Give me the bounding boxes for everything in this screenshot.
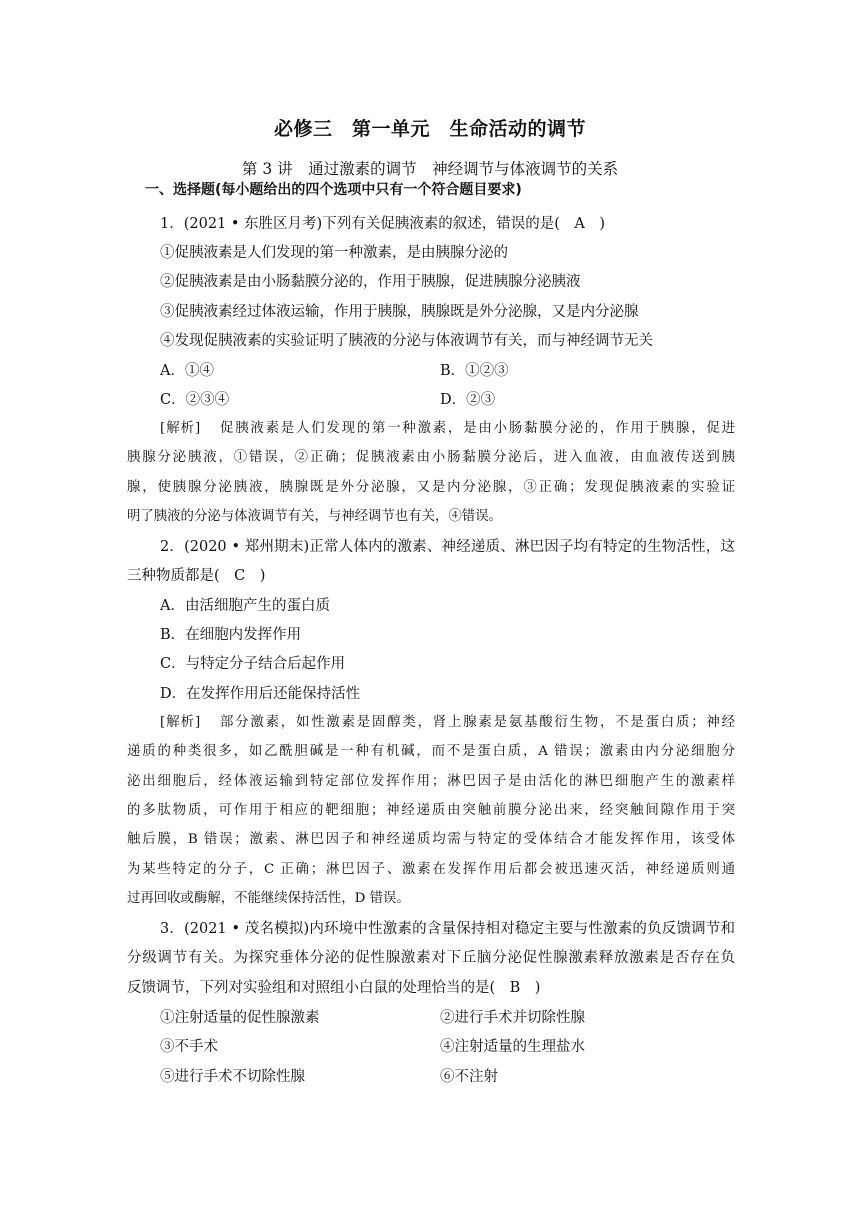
question-stem: 3．(2021 • 茂名模拟)内环境中性激素的含量保持相对稳定主要与性激素的负反馈调节和 [160,921,735,937]
option-c: C．②③④ [160,392,230,408]
treatment-item: ①注射适量的促性腺激素 [160,1010,320,1026]
analysis-line: 递质的种类很多，如乙酰胆碱是一种有机碱，而不是蛋白质，A 错误；激素由内分泌细胞分 [127,744,735,759]
option-b: B．①②③ [440,363,509,379]
analysis-line: 胰腺分泌胰液，①错误，②正确；促胰液素由小肠黏膜分泌后，进入血液，由血液传送到胰 [127,450,735,465]
analysis-line: 过再回收或酶解，不能继续保持活性，D 错误。 [127,891,410,906]
treatment-item: ⑤进行手术不切除性腺 [160,1069,305,1085]
page-title: 必修三 第一单元 生命活动的调节 [273,118,586,140]
analysis-line: 泌出细胞后，经体液运输到特定部位发挥作用；淋巴因子是由活化的淋巴细胞产生的激素样 [127,774,735,789]
question-stem: 1．(2021 • 东胜区月考)下列有关促胰液素的叙述，错误的是( A ) [160,216,605,232]
analysis-line: 明了胰液的分泌与体液调节有关，与神经调节也有关，④错误。 [127,509,502,524]
treatment-item: ③不手术 [160,1039,218,1055]
treatment-item: ④注射适量的生理盐水 [440,1039,585,1055]
statement-item: ②促胰液素是由小肠黏膜分泌的，作用于胰腺，促进胰腺分泌胰液 [160,274,581,290]
analysis-line: 为某些特定的分子，C 正确；淋巴因子、激素在发挥作用后都会被迅速灭活，神经递质则通 [127,862,735,877]
analysis-line: 促胰液素是人们发现的第一种激素，是由小肠黏膜分泌的，作用于胰腺，促进 [220,421,735,436]
analysis-tag: [解析] [160,421,202,436]
analysis-line: 腺，使胰腺分泌胰液，胰腺既是外分泌腺，又是内分泌腺，③正确；发现促胰液素的实验证 [127,480,735,495]
analysis-tag: [解析] [160,715,202,730]
statement-item: ③促胰液素经过体液运输，作用于胰腺，胰腺既是外分泌腺，又是内分泌腺 [160,304,639,320]
analysis-line: 触后膜，B 错误；激素、淋巴因子和神经递质均需与特定的受体结合才能发挥作用，该受体 [127,832,735,847]
question-stem: 2．(2020 • 郑州期末)正常人体内的激素、神经递质、淋巴因子均有特定的生物活性，这 [160,539,735,555]
treatment-item: ②进行手术并切除性腺 [440,1010,585,1026]
option-b: B．在细胞内发挥作用 [160,627,302,643]
analysis-line: 的多肽物质，可作用于相应的靶细胞；神经递质由突触前膜分泌出来，经突触间隙作用于突 [127,803,735,818]
lecture-subtitle: 第 3 讲 通过激素的调节 神经调节与体液调节的关系 [241,160,619,178]
treatment-item: ⑥不注射 [440,1069,498,1085]
option-c: C．与特定分子结合后起作用 [160,656,346,672]
question-stem: 分级调节有关。为探究垂体分泌的促性腺激素对下丘脑分泌促性腺激素释放激素是否存在负 [127,950,735,966]
option-d: D．在发挥作用后还能保持活性 [160,686,361,702]
analysis-line: 部分激素，如性激素是固醇类，肾上腺素是氨基酸衍生物，不是蛋白质；神经 [220,715,735,730]
option-d: D．②③ [440,392,496,408]
question-stem: 反馈调节，下列对实验组和对照组小白鼠的处理恰当的是( B ) [127,980,541,996]
option-a: A．①④ [160,363,214,379]
statement-item: ①促胰液素是人们发现的第一种激素，是由胰腺分泌的 [160,245,508,261]
question-stem: 三种物质都是( C ) [127,568,266,584]
statement-item: ④发现促胰液素的实验证明了胰液的分泌与体液调节有关，而与神经调节无关 [160,333,653,349]
option-a: A．由活细胞产生的蛋白质 [160,598,330,614]
section-heading: 一、选择题(每小题给出的四个选项中只有一个符合题目要求) [145,182,522,198]
